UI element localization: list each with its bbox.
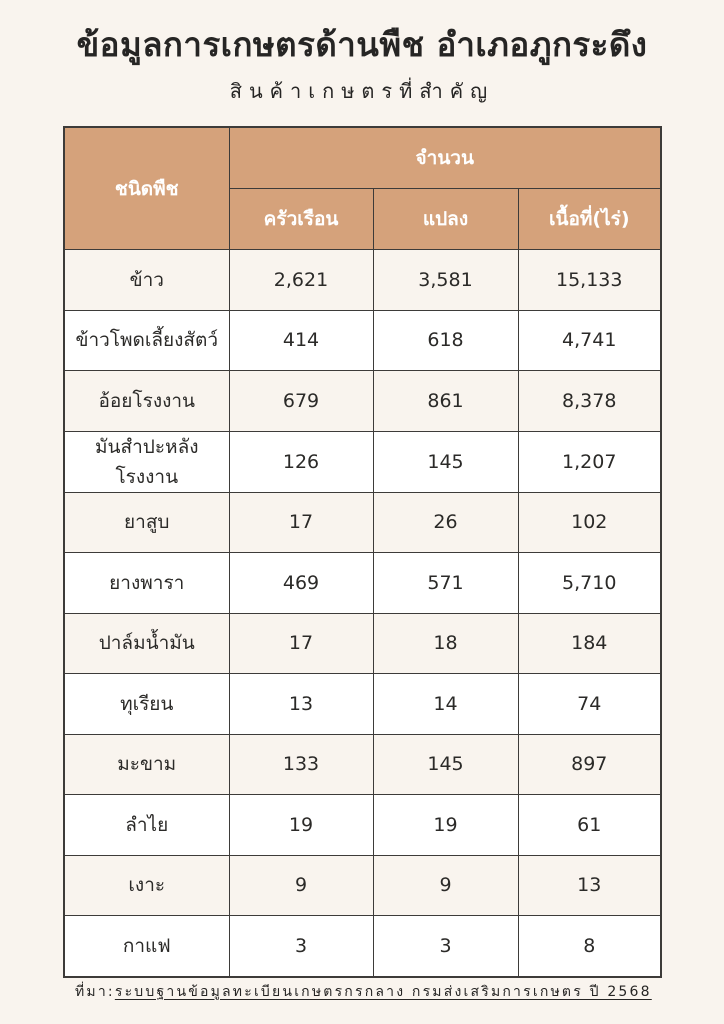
table-row <box>64 916 661 977</box>
area-cell: 102 <box>518 492 661 553</box>
area-cell: 897 <box>518 734 661 795</box>
households-cell: 9 <box>229 855 373 916</box>
households-cell: 17 <box>229 613 373 674</box>
plots-cell: 14 <box>373 674 518 735</box>
area-cell: 184 <box>518 613 661 674</box>
area-cell: 15,133 <box>518 250 661 311</box>
table-row <box>64 431 661 492</box>
source-prefix: ที่มา: <box>75 984 115 1000</box>
header-area: เนื้อที่(ไร่) <box>518 189 661 250</box>
plots-cell: 145 <box>373 431 518 492</box>
table-row <box>64 553 661 614</box>
crop-name-cell: มันสำปะหลังโรงงาน <box>64 431 229 492</box>
crop-data-table <box>63 126 662 978</box>
table-row <box>64 795 661 856</box>
table-row <box>64 674 661 735</box>
crop-name-cell: ยางพารา <box>64 553 229 614</box>
area-cell: 74 <box>518 674 661 735</box>
table-row <box>64 492 661 553</box>
plots-cell: 19 <box>373 795 518 856</box>
header-crop-type: ชนิดพืช <box>64 127 229 250</box>
header-households: ครัวเรือน <box>229 189 373 250</box>
plots-cell: 571 <box>373 553 518 614</box>
area-cell: 8 <box>518 916 661 977</box>
crop-name-cell: ลำไย <box>64 795 229 856</box>
source-link[interactable]: ระบบฐานข้อมูลทะเบียนเกษตรกรกลาง กรมส่งเสริมการเกษตร ปี 2568 <box>114 984 652 1000</box>
table-row <box>64 371 661 432</box>
plots-cell: 9 <box>373 855 518 916</box>
crop-name-cell: เงาะ <box>64 855 229 916</box>
crop-name-cell: ข้าว <box>64 250 229 311</box>
households-cell: 2,621 <box>229 250 373 311</box>
area-cell: 1,207 <box>518 431 661 492</box>
households-cell: 469 <box>229 553 373 614</box>
table-row <box>64 613 661 674</box>
table-header <box>64 127 661 250</box>
households-cell: 679 <box>229 371 373 432</box>
page-subtitle: สินค้าเกษตรที่สำคัญ <box>229 79 495 104</box>
plots-cell: 26 <box>373 492 518 553</box>
plots-cell: 3,581 <box>373 250 518 311</box>
page-title: ข้อมูลการเกษตรด้านพืช อำเภอภูกระดึง <box>76 25 648 64</box>
crop-name-cell: ข้าวโพดเลี้ยงสัตว์ <box>64 310 229 371</box>
households-cell: 126 <box>229 431 373 492</box>
crop-name-cell: ทุเรียน <box>64 674 229 735</box>
plots-cell: 145 <box>373 734 518 795</box>
source-line <box>75 981 652 1003</box>
table-row <box>64 734 661 795</box>
crop-name-cell: มะขาม <box>64 734 229 795</box>
households-cell: 133 <box>229 734 373 795</box>
header-plots: แปลง <box>373 189 518 250</box>
plots-cell: 18 <box>373 613 518 674</box>
crop-name-cell: ปาล์มน้ำมัน <box>64 613 229 674</box>
households-cell: 13 <box>229 674 373 735</box>
area-cell: 4,741 <box>518 310 661 371</box>
table-row <box>64 310 661 371</box>
plots-cell: 861 <box>373 371 518 432</box>
header-amount-group: จำนวน <box>229 127 661 189</box>
table-row <box>64 855 661 916</box>
households-cell: 19 <box>229 795 373 856</box>
crop-name-cell: ยาสูบ <box>64 492 229 553</box>
households-cell: 414 <box>229 310 373 371</box>
households-cell: 3 <box>229 916 373 977</box>
crop-name-cell: กาแฟ <box>64 916 229 977</box>
plots-cell: 3 <box>373 916 518 977</box>
area-cell: 13 <box>518 855 661 916</box>
crop-name-cell: อ้อยโรงงาน <box>64 371 229 432</box>
area-cell: 8,378 <box>518 371 661 432</box>
households-cell: 17 <box>229 492 373 553</box>
plots-cell: 618 <box>373 310 518 371</box>
table-row <box>64 250 661 311</box>
area-cell: 5,710 <box>518 553 661 614</box>
area-cell: 61 <box>518 795 661 856</box>
